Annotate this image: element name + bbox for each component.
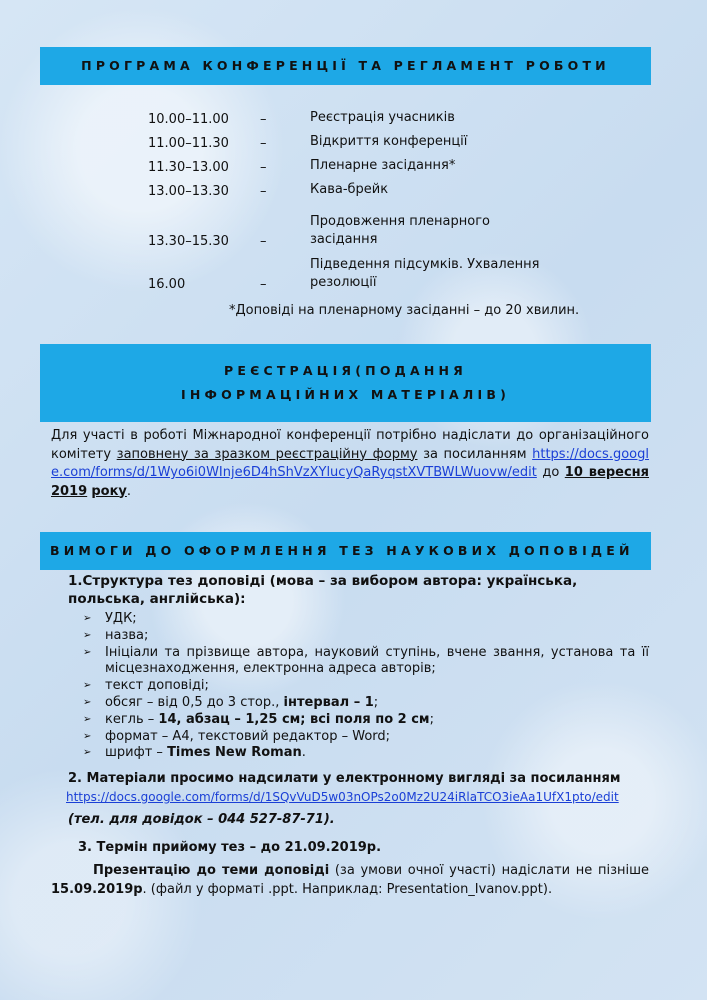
program-banner [40, 47, 651, 85]
arrow-bullet-icon: ➢ [83, 713, 92, 725]
schedule-row [148, 151, 608, 175]
list-item-text: назва; [105, 627, 149, 643]
arrow-bullet-icon: ➢ [83, 747, 92, 759]
materials-form-link[interactable]: https://docs.google.com/forms/d/1SQvVuD5w03nOPs2o0Mz2U24iRlaTCO3ieAa1UfX1pto/edit [66, 790, 619, 804]
list-item [83, 745, 649, 762]
schedule-time: 11.30–13.00 [148, 160, 229, 175]
list-item-text [105, 695, 649, 712]
requirements-list [83, 611, 649, 762]
registration-form-text: заповнену за зразком реєстраційну форму [116, 446, 418, 462]
schedule-time: 10.00–11.00 [148, 112, 229, 127]
list-item-text: УДК; [105, 611, 137, 626]
requirements-banner-title: ВИМОГИ ДО ОФОРМЛЕННЯ ТЕЗ НАУКОВИХ ДОПОВІДЕЙ [50, 543, 634, 558]
list-item-text-part: ; [429, 711, 434, 727]
list-item-bold: Times New Roman [167, 745, 302, 761]
schedule-activity: Кава-брейк [310, 182, 389, 197]
list-item-text: формат – А4, текстовий редактор – Word; [105, 728, 391, 744]
schedule-table [148, 103, 608, 292]
list-item-bold: інтервал – 1 [283, 694, 374, 710]
schedule-dash: – [260, 112, 267, 127]
schedule-dash: – [260, 160, 267, 175]
registration-text: до [536, 465, 565, 480]
list-item [83, 645, 649, 679]
schedule-activity: Продовження пленарного засідання [310, 214, 491, 247]
arrow-bullet-icon: ➢ [83, 730, 92, 742]
list-item [83, 695, 649, 712]
requirements-banner [40, 532, 651, 570]
arrow-bullet-icon: ➢ [83, 680, 92, 692]
list-item-text-part: кегль – [105, 711, 159, 727]
list-item [83, 729, 649, 746]
materials-text: . Матеріали просимо надсилати у електронному вигляді за посиланням [77, 771, 621, 786]
presentation-date: 15.09.2019р [51, 881, 143, 897]
list-item [83, 712, 649, 729]
list-item [83, 611, 649, 628]
registration-banner-line1: РЕЄСТРАЦІЯ(ПОДАННЯ [223, 363, 468, 378]
arrow-bullet-icon: ➢ [83, 646, 92, 658]
presentation-title: Презентацію до теми доповіді [93, 863, 330, 878]
schedule-activity: Пленарне засідання* [310, 158, 456, 173]
schedule-row [148, 199, 608, 249]
registration-banner-line2: ІНФОРМАЦІЙНИХ МАТЕРІАЛІВ) [181, 387, 510, 402]
list-item-text-part: ; [373, 694, 379, 710]
registration-year-word: року [91, 483, 127, 499]
presentation-end: . (файл у форматі .ppt. Наприклад: Presentation_Ivanov.ppt). [142, 881, 553, 897]
arrow-bullet-icon: ➢ [83, 696, 92, 708]
schedule-time: 11.00–11.30 [148, 136, 229, 151]
list-item-bold: 14, абзац – 1,25 см; всі поля по 2 см [158, 711, 430, 727]
materials-line [68, 770, 649, 788]
list-item-text-part: шрифт – [105, 745, 168, 761]
schedule-dash: – [260, 184, 267, 199]
schedule-note: *Доповіді на пленарному засіданні – до 20 хвилин. [229, 303, 580, 318]
program-banner-title: ПРОГРАМА КОНФЕРЕНЦІЇ ТА РЕГЛАМЕНТ РОБОТИ [81, 58, 610, 73]
structure-title: 1.Структура тез доповіді (мова – за вибором автора: українська, польська, англійська): [68, 573, 578, 607]
schedule-dash: – [260, 234, 267, 249]
registration-text: за посиланням [417, 446, 533, 462]
arrow-bullet-icon: ➢ [83, 629, 92, 641]
registration-text: Для участі в роботі Міжнародної конференції потрібно надіслати до організаційного комітету [51, 428, 649, 462]
list-item-text-part: . [301, 745, 306, 761]
schedule-activity: Підведення підсумків. Ухвалення резолюції [310, 257, 540, 290]
schedule-row [148, 249, 608, 292]
schedule-row [148, 175, 608, 199]
schedule-dash: – [260, 277, 267, 292]
presentation-text: (за умови очної участі) надіслати не пізніше [329, 863, 650, 878]
registration-end: . [126, 483, 132, 499]
arrow-bullet-icon: ➢ [83, 613, 92, 624]
schedule-time: 13.30–15.30 [148, 234, 229, 249]
schedule-dash: – [260, 136, 267, 151]
schedule-time: 16.00 [148, 277, 186, 292]
registration-form-link[interactable]: https://docs.google.com/forms/d/1Wyo6i0WInje6D4hShVzXYlucyQaRyqstXVTBWLWuovw/edit [51, 446, 649, 480]
registration-paragraph [51, 427, 649, 501]
schedule-activity: Реєстрація учасників [310, 110, 455, 125]
list-item-text-part: обсяг – від 0,5 до 3 стор., [105, 694, 284, 710]
list-item-text [105, 712, 649, 729]
deadline-line: 3. Термін прийому тез – до 21.09.2019р. [78, 840, 382, 855]
materials-number: 2 [68, 771, 78, 786]
schedule-activity: Відкриття конференції [310, 134, 468, 149]
registration-deadline: 10 вересня 2019 [51, 465, 649, 499]
phone-note: (тел. для довідок – 044 527-87-71). [68, 812, 335, 827]
list-item [83, 628, 649, 645]
registration-banner [40, 344, 651, 422]
list-item-text [105, 745, 649, 762]
schedule-time: 13.00–13.30 [148, 184, 229, 199]
list-item-text: Ініціали та прізвище автора, науковий ступінь, вчене звання, установа та її місцезнаходження, електронна адреса авторів; [105, 644, 649, 677]
list-item [83, 678, 649, 695]
schedule-row [148, 103, 608, 127]
schedule-row [148, 127, 608, 151]
list-item-text: текст доповіді; [105, 678, 209, 694]
presentation-paragraph [51, 862, 649, 899]
